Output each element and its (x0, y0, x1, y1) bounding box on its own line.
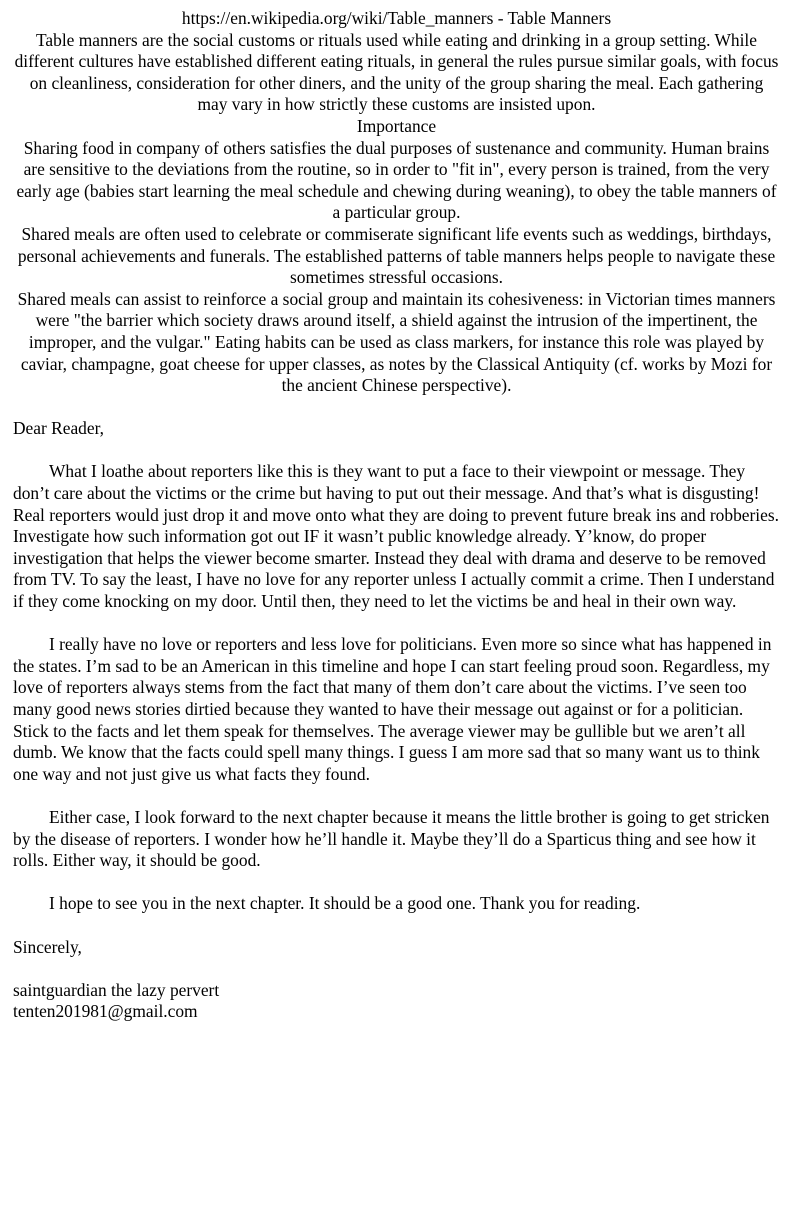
spacer (13, 440, 780, 462)
spacer (13, 958, 780, 980)
spacer (13, 785, 780, 807)
letter-paragraph: I really have no love or reporters and less love for politicians. Even more so since what has happened in the states. I’m sad to be an American in this timeline and hope I can start feeling proud soon. Regardless, my love of reporters always stems from the fact that many of them don’t care about the victims. I’ve seen too many good news stories dirtied because they wanted to have their message out against or for a politician. Stick to the facts and let them speak for themselves. The average viewer may be gullible but we aren’t all dumb. We know that the facts could spell many things. I guess I am more sad that so many want us to think one way and not just give us what facts they found. (13, 634, 772, 784)
spacer (13, 613, 780, 635)
intro-paragraph: Table manners are the social customs or rituals used while eating and drinking in a group setting. While different cultures have established different eating rituals, in general the rules pursue similar goals, with focus on cleanliness, consideration for other diners, and the unity of the group sharing the meal. Each gathering may vary in how strictly these customs are insisted upon. (14, 29, 779, 115)
signature-email[interactable] (13, 1001, 780, 1023)
wiki-excerpt (13, 8, 780, 397)
excerpt-paragraph: Sharing food in company of others satisfies the dual purposes of sustenance and community. Human brains are sensitive to the deviations from the routine, so in order to "fit in", every person is trained, from the very early age (babies start learning the meal schedule and chewing during weaning), to obey the table manners of a particular group. (16, 137, 777, 223)
signature-name: saintguardian the lazy pervert (13, 979, 220, 1000)
spacer (13, 872, 780, 894)
excerpt-paragraph: Shared meals are often used to celebrate or commiserate significant life events such as weddings, birthdays, personal achievements and funerals. The established patterns of table manners helps people to navigate these sometimes stressful occasions. (17, 223, 776, 288)
letter-paragraph: I hope to see you in the next chapter. It should be a good one. Thank you for reading. (49, 893, 641, 914)
section-title: Importance (356, 115, 437, 136)
excerpt-paragraph: Shared meals can assist to reinforce a social group and maintain its cohesiveness: in Victorian times manners were "the barrier which society draws around itself, a shield against the intrusion of the impertinent, the improper, and the vulgar." Eating habits can be used as class markers, for instance this role was played by caviar, champagne, goat cheese for upper classes, as notes by the Classical Antiquity (cf. works by Mozi for the ancient Chinese perspective). (17, 288, 776, 396)
spacer (13, 397, 780, 419)
letter-greeting: Dear Reader, (13, 418, 105, 439)
email-link[interactable]: tenten201981@gmail.com (13, 1001, 198, 1022)
source-line: https://en.wikipedia.org/wiki/Table_manners - Table Manners (181, 8, 612, 28)
letter-closing: Sincerely, (13, 936, 82, 957)
letter-body (13, 418, 780, 1023)
spacer (13, 915, 780, 937)
letter-paragraph: What I loathe about reporters like this is they want to put a face to their viewpoint or message. They don’t care about the victims or the crime but having to put out their message. And that’s what is disgusting! Real reporters would just drop it and move onto what they are doing to prevent future break ins and robberies. Investigate how such information got out IF it wasn’t public knowledge already. Y’know, do proper investigation that helps the viewer become smarter. Instead they deal with drama and deserve to be removed from TV. To say the least, I have no love for any reporter unless I actually commit a crime. Then I understand if they come knocking on my door. Until then, they need to let the victims be and heal in their own way. (13, 461, 779, 612)
letter-paragraph: Either case, I look forward to the next chapter because it means the little brother is going to get stricken by the disease of reporters. I wonder how he’ll handle it. Maybe they’ll do a Sparticus thing and see how it rolls. Either way, it should be good. (13, 806, 770, 871)
